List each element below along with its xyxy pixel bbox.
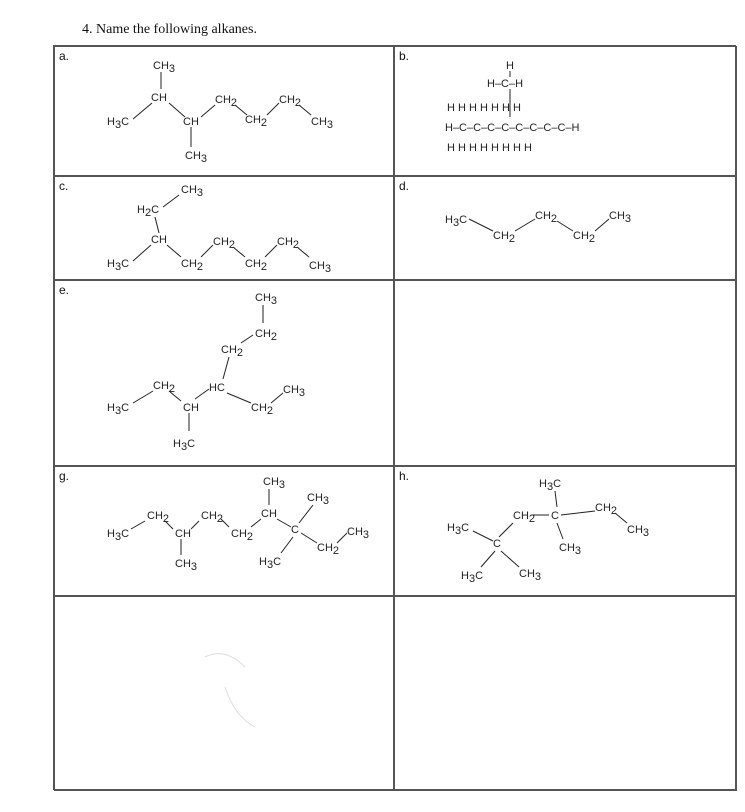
label-a: a. xyxy=(59,49,70,63)
svg-text:CH2: CH2 xyxy=(153,380,176,395)
svg-text:H: H xyxy=(506,60,514,72)
svg-text:CH3: CH3 xyxy=(153,60,176,75)
svg-text:CH3: CH3 xyxy=(627,524,650,539)
svg-text:CH2: CH2 xyxy=(245,258,268,273)
svg-text:CH3: CH3 xyxy=(185,150,208,165)
structure-d xyxy=(395,177,737,280)
label-e: e. xyxy=(59,283,70,297)
svg-text:CH2: CH2 xyxy=(279,94,302,109)
svg-text:H3C: H3C xyxy=(173,438,196,453)
cell-blank-right xyxy=(394,596,737,791)
svg-text:CH2: CH2 xyxy=(535,210,558,225)
svg-text:CH: CH xyxy=(151,234,167,246)
svg-text:CH: CH xyxy=(183,402,199,414)
svg-text:H3C: H3C xyxy=(259,556,282,571)
svg-text:CH3: CH3 xyxy=(559,542,582,557)
svg-text:CH: CH xyxy=(175,528,191,540)
structure-h xyxy=(395,467,737,596)
svg-text:CH2: CH2 xyxy=(215,94,238,109)
structure-g xyxy=(55,467,394,596)
cell-blank-left xyxy=(54,596,394,791)
cell-e xyxy=(54,280,394,466)
svg-text:CH3: CH3 xyxy=(283,384,306,399)
svg-text:H3C: H3C xyxy=(107,402,130,417)
svg-text:CH2: CH2 xyxy=(213,236,236,251)
svg-text:H3C: H3C xyxy=(461,570,484,585)
svg-text:CH2: CH2 xyxy=(493,230,516,245)
svg-text:CH3: CH3 xyxy=(609,210,632,225)
svg-text:CH2: CH2 xyxy=(181,258,204,273)
svg-text:CH: CH xyxy=(183,116,199,128)
svg-text:H3C: H3C xyxy=(107,116,130,131)
svg-text:CH3: CH3 xyxy=(519,568,542,583)
svg-text:CH2: CH2 xyxy=(201,510,224,525)
svg-text:CH2: CH2 xyxy=(277,236,300,251)
svg-text:H3C: H3C xyxy=(107,258,130,273)
label-d: d. xyxy=(399,179,410,193)
cell-d xyxy=(394,176,737,280)
svg-text:CH3: CH3 xyxy=(175,558,198,573)
label-b: b. xyxy=(399,49,410,63)
structure-a xyxy=(55,47,394,176)
cell-h xyxy=(394,466,737,596)
svg-text:H–C–H: H–C–H xyxy=(487,78,524,90)
cell-f xyxy=(394,280,737,466)
structure-c xyxy=(55,177,394,280)
svg-text:CH3: CH3 xyxy=(347,526,370,541)
svg-text:H–C–C–C–C–C–C–C–C–H: H–C–C–C–C–C–C–C–C–H xyxy=(445,122,580,134)
cell-b xyxy=(394,46,737,176)
svg-text:CH2: CH2 xyxy=(255,328,278,343)
svg-text:CH2: CH2 xyxy=(245,114,268,129)
svg-text:CH2: CH2 xyxy=(595,502,618,517)
structure-b xyxy=(395,47,737,176)
svg-text:H2C: H2C xyxy=(137,204,160,219)
svg-text:CH3: CH3 xyxy=(311,116,334,131)
alkane-table xyxy=(53,45,736,790)
label-g: g. xyxy=(59,469,70,483)
cell-a xyxy=(54,46,394,176)
svg-text:CH: CH xyxy=(151,92,167,104)
svg-text:C: C xyxy=(493,538,501,550)
label-h: h. xyxy=(399,469,410,483)
structure-e xyxy=(55,281,394,466)
svg-text:CH2: CH2 xyxy=(513,510,536,525)
svg-text:CH3: CH3 xyxy=(255,292,278,307)
question-title: 4. Name the following alkanes. xyxy=(82,22,257,37)
svg-text:CH2: CH2 xyxy=(231,528,254,543)
svg-text:CH2: CH2 xyxy=(221,344,244,359)
svg-text:H H H H H H H H: H H H H H H H H xyxy=(447,142,532,154)
svg-text:C: C xyxy=(551,510,559,522)
svg-text:H3C: H3C xyxy=(447,522,470,537)
svg-text:H H H H H H H: H H H H H H H xyxy=(447,102,521,114)
svg-text:CH2: CH2 xyxy=(573,230,596,245)
svg-text:CH3: CH3 xyxy=(307,492,330,507)
label-c: c. xyxy=(59,179,69,193)
svg-text:CH: CH xyxy=(261,508,277,520)
svg-text:CH3: CH3 xyxy=(181,184,204,199)
cell-c xyxy=(54,176,394,280)
svg-text:HC: HC xyxy=(209,382,225,394)
svg-text:H3C: H3C xyxy=(539,478,562,493)
svg-text:CH3: CH3 xyxy=(263,476,286,491)
svg-text:H3C: H3C xyxy=(445,214,468,229)
cell-g xyxy=(54,466,394,596)
svg-text:CH3: CH3 xyxy=(309,260,332,275)
svg-text:CH2: CH2 xyxy=(251,402,274,417)
svg-text:C: C xyxy=(291,524,299,536)
svg-text:CH2: CH2 xyxy=(147,510,170,525)
faded-structure-left xyxy=(55,597,394,791)
svg-text:H3C: H3C xyxy=(107,528,130,543)
svg-text:CH2: CH2 xyxy=(317,542,340,557)
